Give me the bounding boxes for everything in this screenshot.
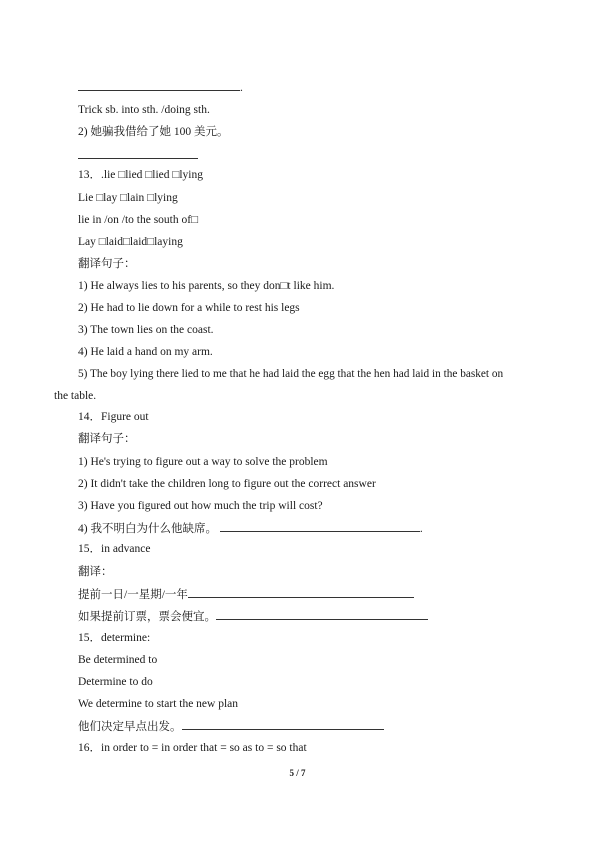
text-line: Be determined to: [78, 654, 158, 666]
text-line: Trick sb. into sth. /doing sth.: [78, 104, 210, 116]
section-heading: 15．determine:: [78, 632, 151, 644]
text-line: Lie □lay □lain □lying: [78, 192, 178, 204]
text-line: 3) The town lies on the coast.: [78, 324, 214, 336]
blank-underline: [182, 719, 384, 730]
blank-underline: [78, 80, 240, 91]
text-line-with-blank: 他们决定早点出发。: [78, 719, 384, 734]
text-line: We determine to start the new plan: [78, 698, 239, 710]
blank-underline: [220, 521, 420, 532]
text-line: 翻译句子：: [78, 258, 136, 270]
blank-underline: [188, 587, 414, 598]
text-line: the table.: [54, 390, 97, 402]
text-line: 3) Have you figured out how much the trip will cost?: [78, 500, 323, 512]
text-line-with-blank: 4) 我不明白为什么他缺席。 .: [78, 523, 423, 535]
text-line: 1) He always lies to his parents, so they don□t like him.: [78, 280, 335, 292]
text-line: 1) He's trying to figure out a way to solve the problem: [78, 456, 328, 468]
text-line: 翻译：: [78, 566, 113, 578]
section-heading: 16．in order to = in order that = so as to = so that: [78, 742, 307, 754]
text-line: Determine to do: [78, 676, 153, 688]
text-line: 2) 她骗我借给了她 100 美元。: [78, 126, 229, 138]
text-line: lie in /on /to the south of□: [78, 214, 199, 226]
text-line: 4) He laid a hand on my arm.: [78, 346, 213, 358]
text-line: 2) He had to lie down for a while to rest his legs: [78, 302, 300, 314]
section-heading: 13．.lie □lied □lied □lying: [78, 169, 203, 181]
section-heading: 14．Figure out: [78, 411, 149, 423]
section-heading: 15．in advance: [78, 543, 151, 555]
answer-line-1: .: [78, 80, 243, 95]
text-line: 5) The boy lying there lied to me that he had laid the egg that the hen had laid in the basket on: [78, 368, 504, 380]
blank-underline: [216, 609, 428, 620]
text-line: 2) It didn't take the children long to figure out the correct answer: [78, 478, 376, 490]
blank-underline: [78, 148, 198, 159]
text-line-with-blank: 提前一日/一星期/一年: [78, 587, 414, 602]
text-line-with-blank: 如果提前订票，票会便宜。: [78, 609, 428, 624]
text-line: Lay □laid□laid□laying: [78, 236, 183, 248]
answer-line-2: [78, 148, 198, 163]
text-line: 翻译句子：: [78, 433, 136, 445]
page-number: 5 / 7: [289, 768, 306, 778]
